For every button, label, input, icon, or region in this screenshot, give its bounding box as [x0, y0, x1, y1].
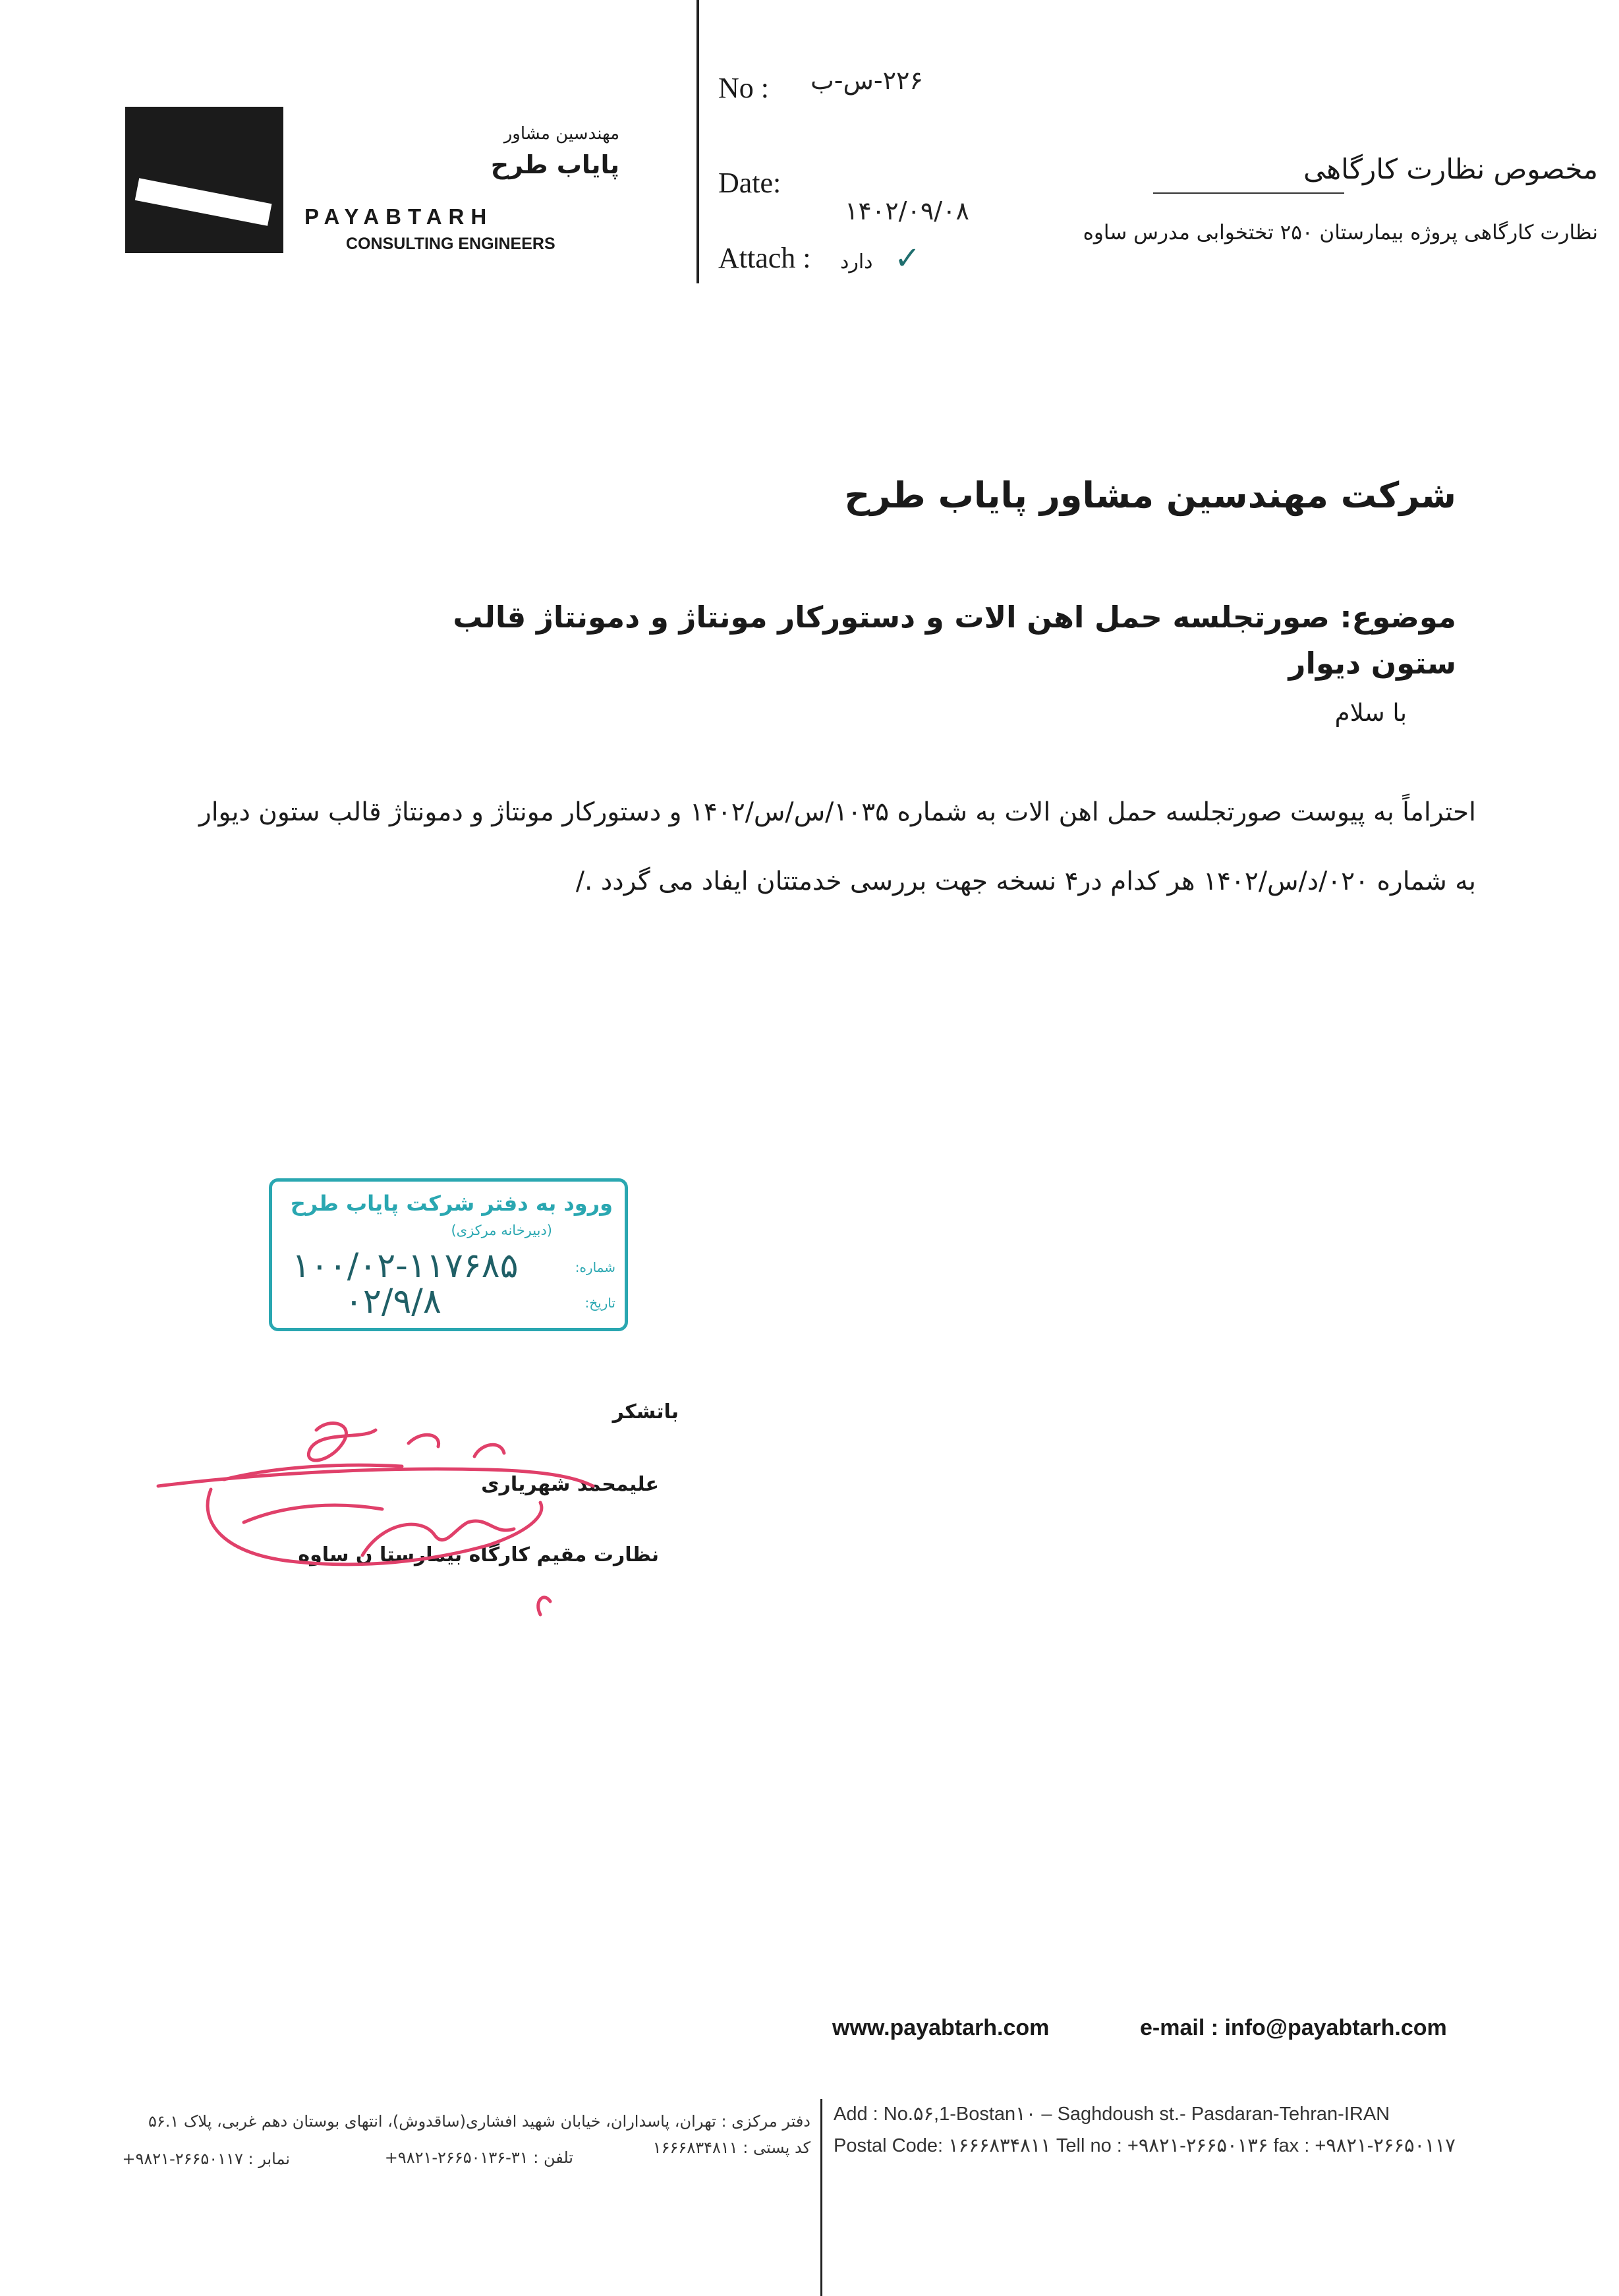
signer-name: علیمحمد شهریاری	[481, 1473, 659, 1496]
letter-subject: موضوع: صورتجلسه حمل اهن الات و دستورکار مونتاژ و دمونتاژ قالب ستون دیوار	[453, 600, 1456, 681]
footer-fax-fa: نمابر : ۲۶۶۵۰۱۱۷-۹۸۲۱+	[122, 2150, 290, 2168]
footer-phone-fa: تلفن : ۳۱-۲۶۶۵۰۱۳۶-۹۸۲۱+	[384, 2148, 573, 2167]
footer-address-fa: دفتر مرکزی : تهران، پاسداران، خیابان شهید افشاری(ساقدوش)، انتهای بوستان دهم غربی، پلاک ۵۶.۱	[148, 2112, 810, 2131]
logo-fa-small: مهندسین مشاور	[503, 124, 619, 144]
attach-check-icon: ✓	[894, 240, 921, 277]
header-divider-line	[696, 0, 699, 283]
stamp-date-value: ۰۲/۹/۸	[345, 1282, 441, 1321]
signer-title: نظارت مقیم کارگاه بیمارستا ن ساوه	[298, 1543, 659, 1566]
closing-text: باتشکر	[612, 1400, 679, 1423]
date-label: Date:	[718, 167, 781, 199]
paragraph-line-2: به شماره ۰۲۰/د/س/۱۴۰۲ هر کدام در۴ نسخه جهت بررسی خدمتتان ایفاد می گردد ./	[575, 867, 1476, 896]
footer-email-link[interactable]: e-mail : info@payabtarh.com	[1140, 2015, 1447, 2040]
footer-website-link[interactable]: www.payabtarh.com	[832, 2015, 1050, 2040]
stamp-number-label: شماره:	[575, 1259, 615, 1275]
footer-address-en: Add : No.۵۶,1-Bostan۱۰ – Saghdoush st.- Pasdaran-Tehran-IRAN	[834, 2104, 1390, 2125]
date-value: ۱۴۰۲/۰۹/۰۸	[845, 196, 969, 225]
logo-mark	[125, 107, 283, 253]
attach-value: دارد	[840, 250, 873, 273]
recipient-line1: مخصوص نظارت کارگاهی	[1303, 153, 1598, 185]
logo-en-sub: CONSULTING ENGINEERS	[346, 235, 555, 253]
paragraph-line-1: احتراماً به پیوست صورتجلسه حمل اهن الات به شماره ۱۰۳۵/س/س/۱۴۰۲ و دستورکار مونتاژ و دمونتاژ قالب ستون دیوار	[198, 797, 1476, 827]
logo-fa-name: پایاب طرح	[490, 150, 619, 179]
recipient-underline	[1153, 192, 1344, 194]
entry-stamp	[269, 1178, 628, 1331]
stamp-title: ورود به دفتر شرکت پایاب طرح	[290, 1191, 613, 1216]
attach-label: Attach :	[718, 242, 811, 274]
company-heading: شرکت مهندسین مشاور پایاب طرح	[844, 474, 1456, 516]
footer-divider-line	[820, 2099, 822, 2296]
logo-en-name: PAYABTARH	[304, 204, 494, 229]
handwritten-signature	[145, 1404, 606, 1628]
letter-greeting: با سلام	[1334, 699, 1407, 727]
stamp-number-value: ۱۰۰/۰۲-۱۱۷۶۸۵	[292, 1246, 519, 1286]
letter-paragraph	[46, 778, 1476, 916]
no-label: No :	[718, 72, 769, 104]
recipient-line2: نظارت کارگاهی پروژه بیمارستان ۲۵۰ تختخوابی مدرس ساوه	[1083, 221, 1598, 244]
footer-postal-fa: کد پستی : ۱۶۶۶۸۳۴۸۱۱	[652, 2138, 810, 2157]
stamp-date-label: تاریخ:	[584, 1295, 615, 1311]
stamp-subtitle: (دبیرخانه مرکزی)	[451, 1222, 552, 1238]
footer-contact-en: Postal Code: ۱۶۶۶۸۳۴۸۱۱ Tell no : +۹۸۲۱-۲۶۶۵۰۱۳۶ fax : +۹۸۲۱-۲۶۶۵۰۱۱۷	[834, 2135, 1456, 2156]
no-value: ۲۲۶-س-ب	[810, 66, 923, 95]
